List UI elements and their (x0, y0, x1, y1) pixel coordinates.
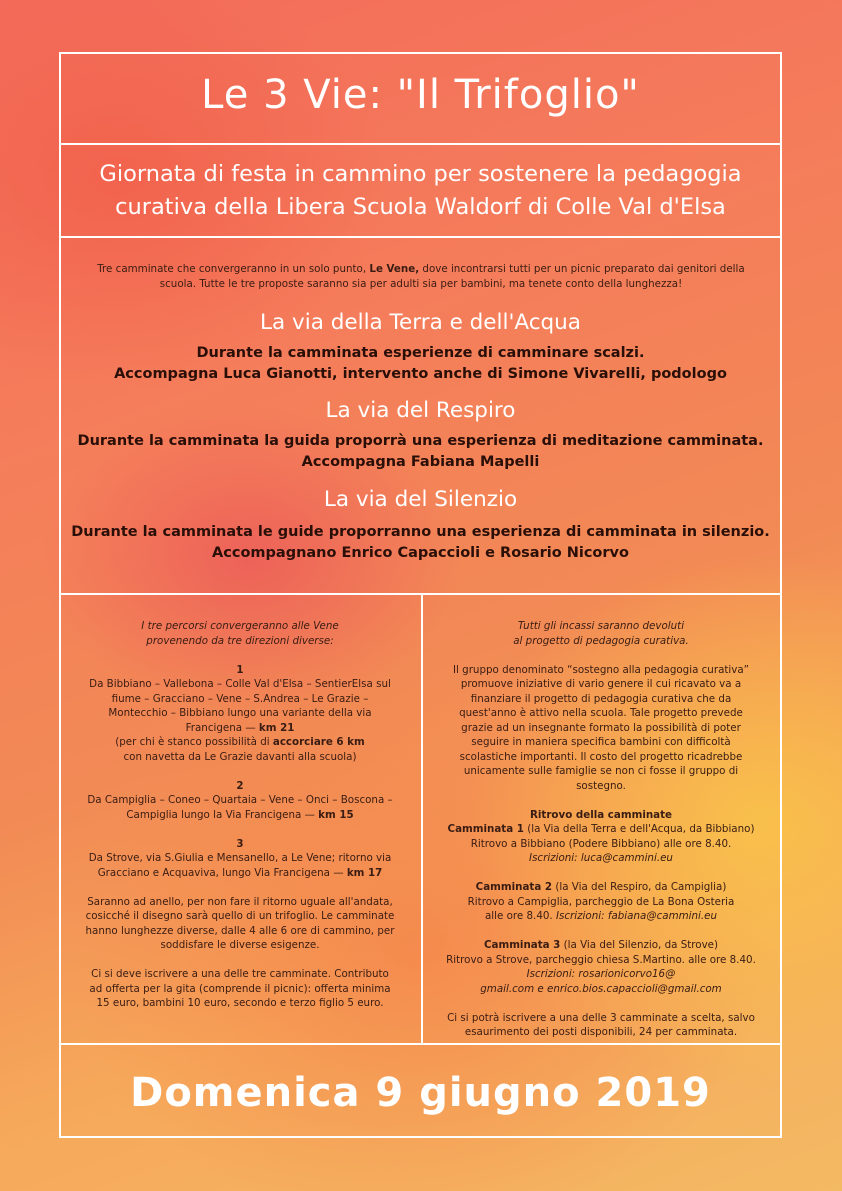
camminata-3-info: Camminata 3 (la Via del Silenzio, da Strove) Ritrovo a Strove, parcheggio chiesa S.Martino. alle ore 8.40. Iscrizioni: rosarionicorvo16@ gmail.com e enrico.bios.capaccioli@gmail.com (446, 939, 756, 995)
via-3-title: La via del Silenzio (323, 487, 518, 512)
page-subtitle (59, 158, 782, 224)
route-1: 1 Da Bibbiano – Vallebona – Colle Val d'Elsa – SentierElsa sul fiume – Gracciano – Vene – S.Andrea – Le Grazie – Montecchio – Bibbiano lungo una variante della via Francigena — km 21 (per chi è stanco possibilità di accorciare 6 km con navetta da Le Grazie davanti alla scuola) (89, 663, 391, 763)
via-3-line-1: Durante la camminata le guide proporranno una esperienza di camminata in silenzio. (71, 524, 770, 540)
via-1-title: La via della Terra e dell'Acqua (260, 310, 581, 335)
proceeds-note: Tutti gli incassi saranno devoluti al progetto di pedagogia curativa. (513, 620, 689, 647)
intro-text-2: dove incontrarsi tutti per un picnic preparato dai genitori della scuola. Tutte le tre proposte saranno sia per adulti sia per bambini, ma tenete conto della lunghezza! (159, 263, 745, 290)
info-column (442, 619, 760, 1054)
route-1-km: km 21 (258, 721, 295, 734)
fee-paragraph: Ci si deve iscrivere a una delle tre camminate. Contributo ad offerta per la gita (comprende il picnic): offerta minima 15 euro, bambini 10 euro, secondo e terzo figlio 5 euro. (89, 968, 391, 1009)
meeting-info: Ritrovo della camminate Camminata 1 (la Via della Terra e dell'Acqua, da Bibbiano) Ritrovo a Bibbiano (Podere Bibbiano) alle ore 8.40. Iscrizioni: luca@cammini.eu (447, 808, 755, 864)
camminata-2-info: Camminata 2 (la Via del Respiro, da Campiglia) Ritrovo a Campiglia, parcheggio de La Bona Osteria alle ore 8.40. Iscrizioni: fabiana@cammini.eu (467, 881, 735, 922)
route-1-number: 1 (236, 663, 244, 676)
signup-1: Iscrizioni: luca@cammini.eu (529, 852, 673, 864)
event-date: Domenica 9 giugno 2019 (130, 1070, 711, 1116)
route-3-km: km 17 (346, 866, 383, 879)
via-2-line-2: Accompagna Fabiana Mapelli (301, 454, 540, 470)
signup-3: Iscrizioni: rosarionicorvo16@ gmail.com e enrico.bios.capaccioli@gmail.com (480, 968, 722, 995)
intro-highlight: Le Vene, (369, 263, 420, 275)
intro-text-1: Tre camminate che convergeranno in un solo punto, (97, 263, 370, 275)
via-1-line-1: Durante la camminata esperienze di camminare scalzi. (196, 345, 645, 361)
divider-title (59, 143, 782, 145)
page-title: Le 3 Vie: "Il Trifoglio" (201, 72, 640, 118)
column-divider (421, 593, 423, 1045)
subtitle-line-2: curativa della Libera Scuola Waldorf di Colle Val d'Elsa (115, 194, 726, 220)
via-2-desc (59, 431, 782, 473)
group-paragraph: Il gruppo denominato “sostegno alla pedagogia curativa” promuove iniziative di vario genere il cui ricavato va a finanziare il progetto di pedagogia curativa che da quest'anno è attivo nella scuola. Tale progetto prevede grazie ad un insegnante formato la possibilità di poter seguire in maniera specifica bambini con difficoltà scolastiche importanti. Il costo del progetto ricadrebbe unicamente sulle famiglie se non ci fosse il gruppo di sostegno. (452, 663, 750, 792)
meeting-heading: Ritrovo della camminate (529, 808, 673, 821)
route-2-number: 2 (236, 779, 244, 792)
via-3-desc (59, 522, 782, 564)
loop-paragraph: Saranno ad anello, per non fare il ritorno uguale all'andata, cosicché il disegno sarà quello di un trifoglio. Le camminate hanno lunghezze diverse, dalle 4 alle 6 ore di cammino, per soddisfare le diverse esigenze. (85, 895, 395, 951)
intro-paragraph (88, 262, 754, 292)
route-3-number: 3 (236, 837, 244, 850)
routes-column (84, 619, 396, 1025)
closing-paragraph: Ci si potrà iscrivere a una delle 3 camminate a scelta, salvo esaurimento dei posti disponibili, 24 per camminata. (447, 1011, 755, 1038)
routes-intro: I tre percorsi convergeranno alle Vene provenendo da tre direzioni diverse: (141, 620, 339, 647)
via-3-line-2: Accompagnano Enrico Capaccioli e Rosario Nicorvo (212, 545, 629, 561)
route-2-km: km 15 (318, 808, 354, 821)
via-2-title: La via del Respiro (325, 398, 516, 423)
via-1-desc (59, 343, 782, 385)
via-1-line-2: Accompagna Luca Gianotti, intervento anche di Simone Vivarelli, podologo (114, 366, 727, 382)
via-2-line-1: Durante la camminata la guida proporrà una esperienza di meditazione camminata. (77, 433, 764, 449)
route-3: 3 Da Strove, via S.Giulia e Mensanello, a Le Vene; ritorno via Gracciano e Acquaviva, lungo Via Francigena — km 17 (88, 837, 392, 879)
divider-subtitle (59, 236, 782, 238)
signup-2: Iscrizioni: fabiana@cammini.eu (555, 910, 718, 922)
route-2: 2 Da Campiglia – Coneo – Quartaia – Vene – Onci – Boscona – Campiglia lungo la Via Francigena — km 15 (87, 779, 393, 821)
subtitle-line-1: Giornata di festa in cammino per sostenere la pedagogia (99, 161, 742, 187)
